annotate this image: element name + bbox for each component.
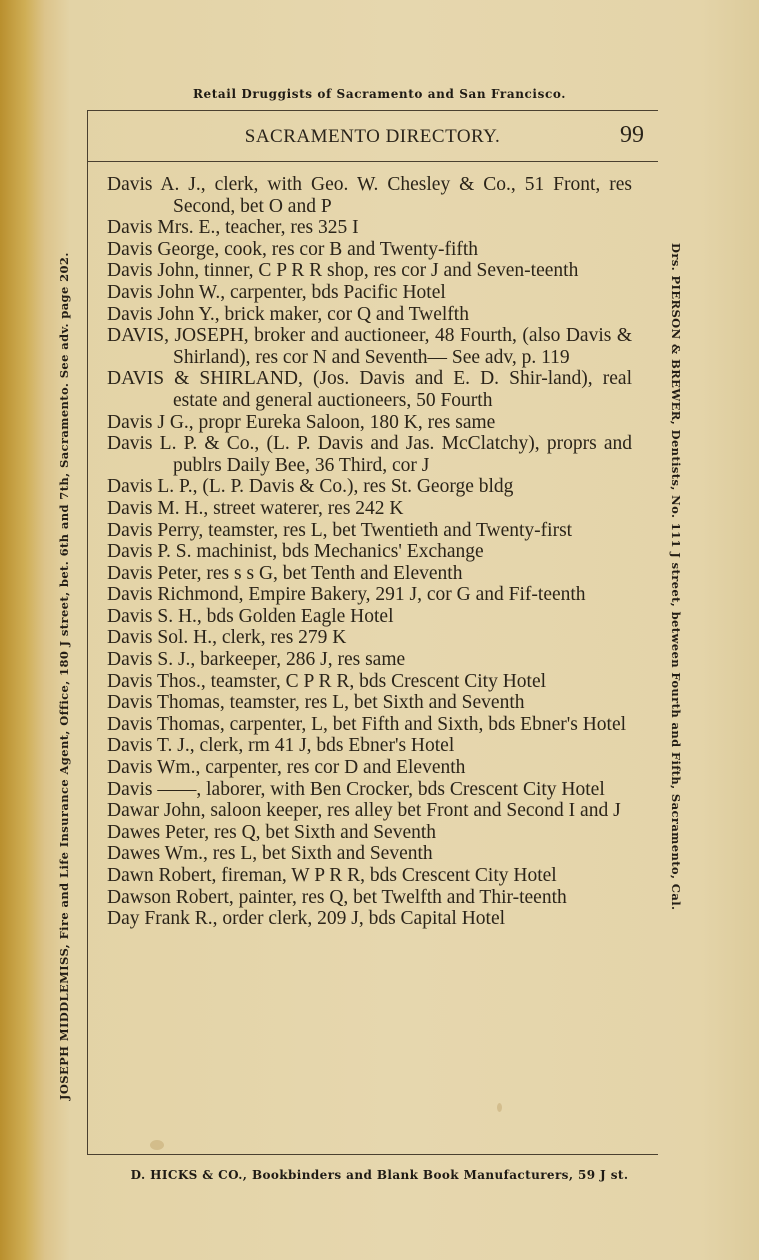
directory-entry: Davis Thos., teamster, C P R R, bds Crescent City Hotel — [107, 670, 547, 692]
directory-entry: Davis Thomas, carpenter, L, bet Fifth and Sixth, bds Ebner's Hotel — [107, 713, 627, 735]
directory-entry: Davis A. J., clerk, with Geo. W. Chesley & Co., 51 Front, res Second, bet O and P — [107, 174, 632, 217]
directory-entry: Davis Peter, res s s G, bet Tenth and Eleventh — [107, 562, 463, 584]
directory-entry: Davis P. S. machinist, bds Mechanics' Exchange — [107, 541, 484, 563]
directory-entry: Davis Richmond, Empire Bakery, 291 J, cor G and Fif-teenth — [107, 584, 586, 606]
directory-entry: Davis L. P., (L. P. Davis & Co.), res St. George bldg — [107, 476, 514, 498]
directory-entry: Davis John W., carpenter, bds Pacific Hotel — [107, 281, 446, 303]
directory-entry: Davis Sol. H., clerk, res 279 K — [107, 627, 347, 649]
page-header — [87, 122, 658, 152]
directory-entry: Davis Perry, teamster, res L, bet Twentieth and Twenty-first — [107, 519, 573, 541]
directory-entry: Day Frank R., order clerk, 209 J, bds Capital Hotel — [107, 908, 506, 930]
directory-entry: Davis George, cook, res cor B and Twenty-fifth — [107, 238, 479, 260]
directory-entry: Dawes Peter, res Q, bet Sixth and Seventh — [107, 821, 437, 843]
directory-entry: Davis J G., propr Eureka Saloon, 180 K, res same — [107, 411, 496, 433]
directory-entry: Davis ——, laborer, with Ben Crocker, bds Crescent City Hotel — [107, 778, 605, 800]
bottom-advertisement: D. HICKS & CO., Bookbinders and Blank Book Manufacturers, 59 J st. — [130, 1168, 629, 1182]
directory-entry: Davis M. H., street waterer, res 242 K — [107, 497, 404, 519]
directory-entry: DAVIS, JOSEPH, broker and auctioneer, 48 Fourth, (also Davis & Shirland), res cor N and Seventh— See adv, p. 119 — [107, 325, 632, 368]
directory-entry: DAVIS & SHIRLAND, (Jos. Davis and E. D. Shir-land), real estate and general auctioneers, 50 Fourth — [107, 368, 632, 411]
directory-entry: Davis S. H., bds Golden Eagle Hotel — [107, 605, 394, 627]
page-title: SACRAMENTO DIRECTORY. — [244, 126, 501, 147]
directory-entry: Davis L. P. & Co., (L. P. Davis and Jas. McClatchy), proprs and publrs Daily Bee, 36 Third, cor J — [107, 433, 632, 476]
directory-entry: Davis Wm., carpenter, res cor D and Eleventh — [107, 757, 466, 779]
right-margin-advertisement: Drs. PIERSON & BREWER, Dentists, No. 111 J street, between Fourth and Fifth, Sacramento, Cal. — [669, 243, 683, 911]
directory-entry: Davis S. J., barkeeper, 286 J, res same — [107, 649, 406, 671]
directory-entry: Davis John, tinner, C P R R shop, res cor J and Seven-teenth — [107, 260, 579, 282]
directory-entry: Davis T. J., clerk, rm 41 J, bds Ebner's Hotel — [107, 735, 455, 757]
top-advertisement: Retail Druggists of Sacramento and San Francisco. — [192, 87, 567, 101]
directory-entry: Dawar John, saloon keeper, res alley bet Front and Second I and J — [107, 800, 621, 822]
directory-entry: Davis Mrs. E., teacher, res 325 I — [107, 217, 359, 239]
page-number: 99 — [620, 122, 644, 148]
directory-entry: Dawes Wm., res L, bet Sixth and Seventh — [107, 843, 433, 865]
header-rule — [87, 161, 658, 162]
directory-entry: Dawn Robert, fireman, W P R R, bds Crescent City Hotel — [107, 865, 557, 886]
directory-entry: Davis John Y., brick maker, cor Q and Twelfth — [107, 303, 469, 325]
directory-entry: Dawson Robert, painter, res Q, bet Twelfth and Thir-teenth — [107, 886, 567, 908]
directory-entries — [107, 174, 632, 930]
directory-entry: Davis Thomas, teamster, res L, bet Sixth and Seventh — [107, 692, 525, 714]
left-margin-advertisement: JOSEPH MIDDLEMISS, Fire and Life Insurance Agent, Office, 180 J street, bet. 6th and 7th, Sacramento. See adv. page 202. — [57, 252, 71, 1100]
